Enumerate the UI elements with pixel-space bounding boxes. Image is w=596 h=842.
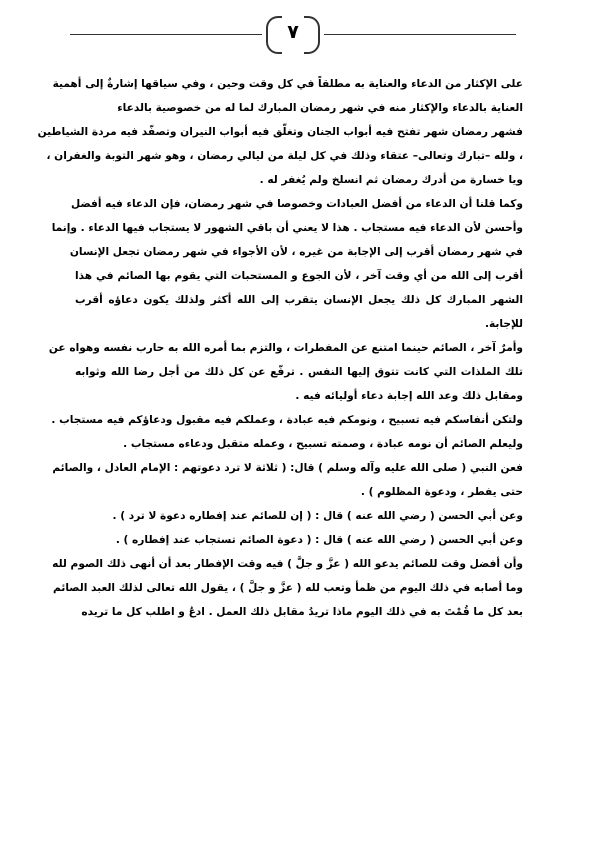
text-line: حتى يفطر ، ودعوة المظلوم ) . — [360, 486, 523, 498]
text-line: وأحسن لأن الدعاء فيه مستجاب . هذا لا يعني أن باقي الشهور لا يستجاب فيها الدعاء . وإنما — [51, 222, 523, 234]
text-line: وعن أبي الحسن ( رضي الله عنه ) قال : ( إن للصائم عند إفطاره دعوة لا ترد ) . — [112, 510, 523, 522]
text-line: أقرب إلى الله من أي وقت آخر ، لأن الجوع و المستحبات التي يقوم بها الصائم في هذا — [75, 270, 523, 282]
paragraph — [52, 552, 523, 624]
text-line: في شهر رمضان أقرب إلى الإجابة من غيره ، لأن الأجواء في شهر رمضان تجعل الإنسان — [69, 246, 523, 258]
text-line: وما أصابه في ذلك اليوم من ظمأ وتعب لله ( عزَّ و جلَّ ) ، يقول الله تعالى لذلك العبد الصائم — [53, 582, 523, 594]
header-rule-right — [324, 34, 516, 35]
page-number: ٧ — [287, 21, 299, 43]
paragraph — [75, 504, 523, 528]
paragraph — [52, 72, 523, 120]
text-line: الشهر المبارك كل ذلك يجعل الإنسان يتقرب إلى الله أكثر ولذلك يكون دعاؤه أقرب — [75, 294, 523, 306]
text-line: فشهر رمضان شهر تفتح فيه أبواب الجنان وتغلّق فيه أبواب النيران وتصفّد فيه مردة الشياطين — [37, 126, 523, 138]
paragraph — [48, 336, 523, 408]
paragraph — [52, 456, 523, 504]
page-header — [70, 14, 516, 54]
text-line: تلك الملذات التي كانت تتوق إليها النفس . ترفّع عن كل ذلك من أجل رضا الله وثوابه — [75, 366, 523, 378]
text-line: وعن أبي الحسن ( رضي الله عنه ) قال : ( دعوة الصائم تستجاب عند إفطاره ) . — [115, 534, 523, 546]
text-line: وليعلم الصائم أن نومه عبادة ، وصمته تسبيح ، وعمله متقبل ودعاءه مستجاب . — [123, 438, 523, 450]
text-line: وكما قلنا أن الدعاء من أفضل العبادات وخصوصا في شهر رمضان، فإن الدعاء فيه أفضل — [71, 198, 523, 210]
paragraph — [51, 192, 523, 336]
text-line: فعن النبي ( صلى الله عليه وآله وسلم ) قال: ( ثلاثة لا ترد دعوتهم : الإمام العادل ، والصائم — [52, 462, 523, 474]
text-line: على الإكثار من الدعاء والعناية به مطلقاً في كل وقت وحين ، وفي سياقها إشارةٌ إلى أهمية — [52, 78, 523, 90]
paragraph — [75, 432, 523, 456]
paragraph — [75, 528, 523, 552]
text-line: ومقابل ذلك وعد الله إجابة دعاء أوليائه فيه . — [295, 390, 523, 402]
text-line: ، ولله –تبارك وتعالى– عتقاء وذلك في كل ليلة من ليالي رمضان ، وهو شهر التوبة والغفران ، — [46, 150, 523, 162]
text-line: للإجابة. — [484, 318, 523, 330]
text-line: ولتكن أنفاسكم فيه تسبيح ، ونومكم فيه عبادة ، وعملكم فيه مقبول ودعاؤكم فيه مستجاب . — [51, 414, 523, 426]
paragraph — [51, 408, 523, 432]
text-line: وأمرٌ آخر ، الصائم حينما امتنع عن المفطرات ، والتزم بما أمره الله به حارب نفسه وهواه عن — [48, 342, 523, 354]
page-number-bracket-right — [304, 16, 320, 54]
text-line: وأن أفضل وقت للصائم يدعو الله ( عزَّ و جلَّ ) فيه وقت الإفطار بعد أن أنهى ذلك الصوم لله — [52, 558, 523, 570]
page-body — [37, 72, 523, 624]
text-line: العناية بالدعاء والإكثار منه في شهر رمضان المبارك لما له من خصوصية بالدعاء — [117, 102, 523, 114]
paragraph — [37, 120, 523, 192]
text-line: بعد كل ما قُمْتَ به في ذلك اليوم ماذا تريدُ مقابل ذلك العمل . ادعُ و اطلب كل ما تريده — [81, 606, 523, 618]
text-line: ويا خسارة من أدرك رمضان ثم انسلخ ولم يُغفر له . — [259, 174, 523, 186]
